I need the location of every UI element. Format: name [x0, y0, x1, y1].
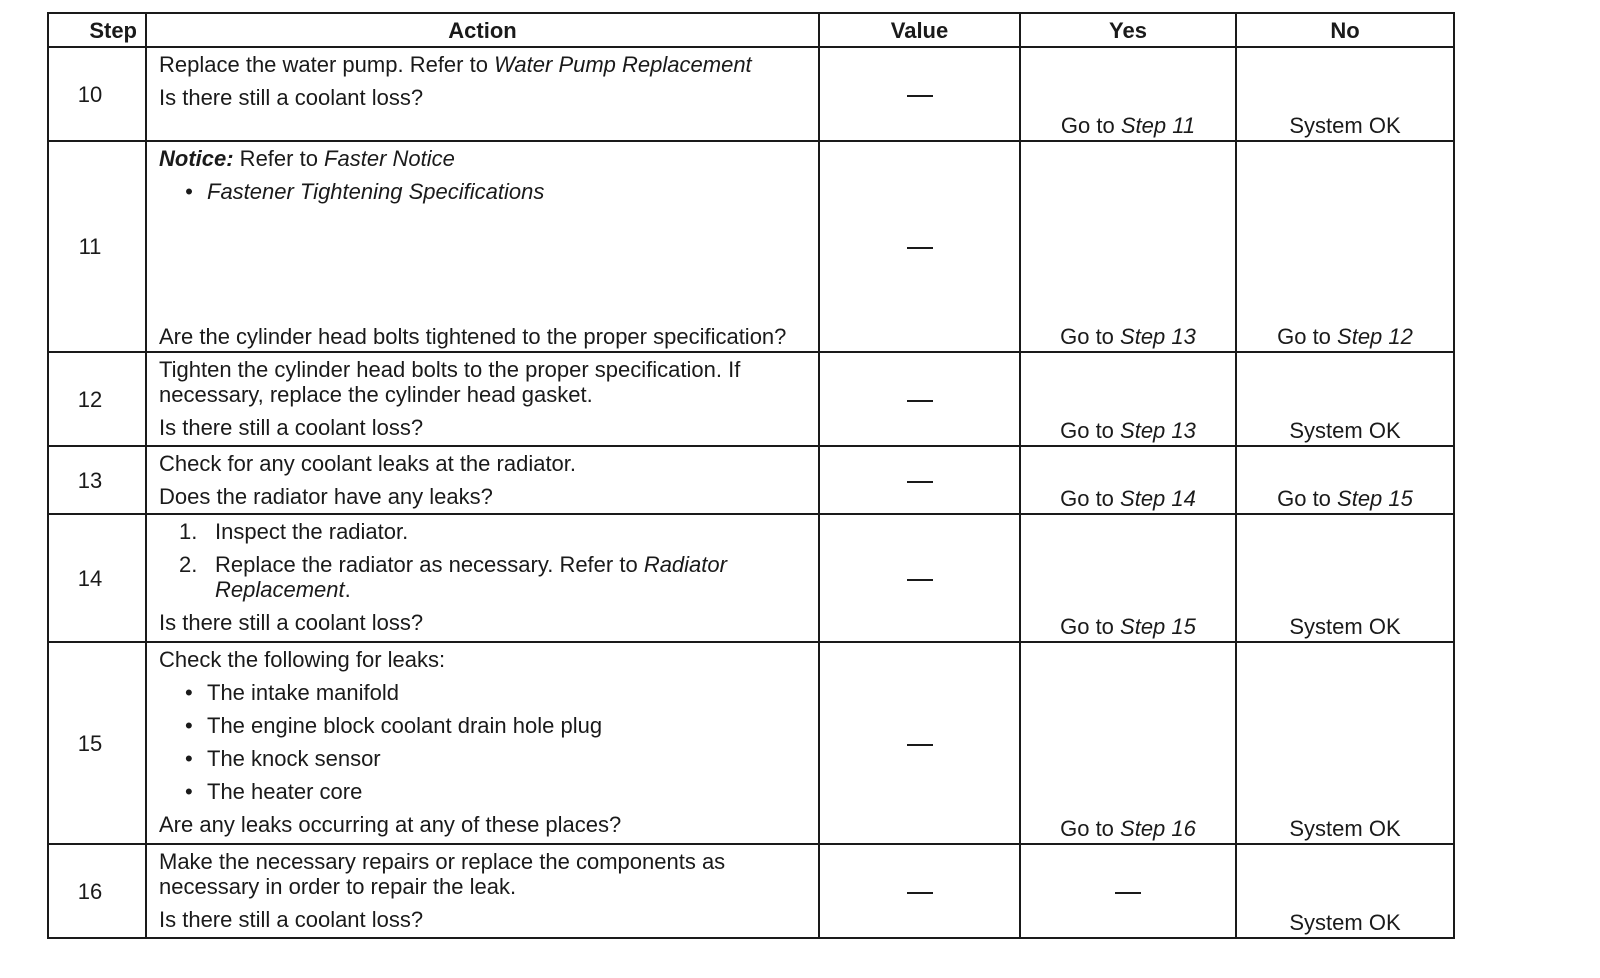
value-dash [907, 744, 933, 746]
value-dash [907, 247, 933, 249]
value-cell [819, 47, 1020, 141]
notice-text: Notice: Refer to Faster Notice [159, 146, 455, 171]
header-no: No [1236, 13, 1454, 47]
no-cell: System OK [1236, 352, 1454, 446]
no-cell: System OK [1236, 844, 1454, 938]
diagnostic-table [47, 12, 1455, 939]
action-question: Does the radiator have any leaks? [159, 484, 493, 509]
value-cell [819, 844, 1020, 938]
value-cell [819, 352, 1020, 446]
action-question: Is there still a coolant loss? [159, 85, 424, 110]
no-cell: Go to Step 15 [1236, 446, 1454, 514]
table-row [48, 446, 1454, 514]
value-dash [907, 481, 933, 483]
yes-cell: Go to Step 13 [1020, 141, 1236, 352]
action-text: Check the following for leaks: [159, 647, 446, 672]
header-action: Action [146, 13, 819, 47]
yes-cell: Go to Step 15 [1020, 514, 1236, 642]
step-number: 11 [48, 141, 146, 352]
numbered-item: 1. Inspect the radiator. [179, 519, 409, 544]
value-dash [907, 579, 933, 581]
action-text: Make the necessary repairs or replace the components as necessary in order to repair the leak. [159, 849, 726, 899]
action-text: Tighten the cylinder head bolts to the proper specification. If necessary, replace the cylinder head gasket. [159, 357, 741, 407]
yes-step-ref: Step 16 [1120, 816, 1196, 841]
table-row [48, 514, 1454, 642]
action-question: Is there still a coolant loss? [159, 415, 424, 440]
notice-reference: Faster Notice [324, 146, 455, 171]
bullet-item: • Fastener Tightening Specifications [159, 179, 808, 204]
yes-step-ref: Step 11 [1120, 113, 1196, 138]
no-step-ref: Step 12 [1337, 324, 1413, 349]
yes-step-ref: Step 13 [1120, 324, 1196, 349]
procedure-reference: Water Pump Replacement [494, 52, 752, 77]
no-cell: System OK [1236, 514, 1454, 642]
step-number: 10 [48, 47, 146, 141]
table-row [48, 844, 1454, 938]
bullet-item: • The heater core [159, 779, 808, 804]
value-dash [907, 95, 933, 97]
table-row [48, 141, 1454, 352]
action-question: Are the cylinder head bolts tightened to the proper specification? [159, 324, 787, 349]
notice-label: Notice: [159, 146, 234, 171]
action-cell [146, 514, 819, 642]
value-dash [907, 400, 933, 402]
step-number: 13 [48, 446, 146, 514]
value-cell [819, 514, 1020, 642]
table-row [48, 642, 1454, 844]
no-cell: System OK [1236, 642, 1454, 844]
yes-cell: Go to Step 16 [1020, 642, 1236, 844]
header-step: Step [48, 13, 146, 47]
yes-step-ref: Step 13 [1120, 418, 1196, 443]
action-cell [146, 47, 819, 141]
header-value: Value [819, 13, 1020, 47]
action-question: Are any leaks occurring at any of these places? [159, 812, 622, 837]
step-number: 15 [48, 642, 146, 844]
header-row [48, 13, 1454, 47]
table-row [48, 352, 1454, 446]
yes-dash [1115, 892, 1141, 894]
value-dash [907, 892, 933, 894]
value-cell [819, 446, 1020, 514]
header-yes: Yes [1020, 13, 1236, 47]
step-number: 12 [48, 352, 146, 446]
numbered-item: 2. Replace the radiator as necessary. Refer to Radiator Replacement. [179, 552, 727, 602]
yes-step-ref: Step 15 [1120, 614, 1196, 639]
action-text: Replace the water pump. Refer to Water Pump Replacement [159, 52, 752, 77]
action-question: Is there still a coolant loss? [159, 907, 424, 932]
action-text: Check for any coolant leaks at the radiator. [159, 451, 577, 476]
bullet-item: • The intake manifold [159, 680, 808, 705]
value-cell [819, 642, 1020, 844]
procedure-reference: Radiator Replacement [215, 552, 727, 602]
bullet-item: • The engine block coolant drain hole plug [159, 713, 808, 738]
value-cell [819, 141, 1020, 352]
bullet-item: • The knock sensor [159, 746, 808, 771]
yes-cell: Go to Step 13 [1020, 352, 1236, 446]
yes-cell [1020, 844, 1236, 938]
action-cell [146, 642, 819, 844]
no-cell: Go to Step 12 [1236, 141, 1454, 352]
action-cell [146, 141, 819, 352]
yes-cell: Go to Step 14 [1020, 446, 1236, 514]
table-row [48, 47, 1454, 141]
step-number: 16 [48, 844, 146, 938]
yes-cell: Go to Step 11 [1020, 47, 1236, 141]
action-cell [146, 446, 819, 514]
action-question: Is there still a coolant loss? [159, 610, 424, 635]
action-cell [146, 352, 819, 446]
no-cell: System OK [1236, 47, 1454, 141]
yes-step-ref: Step 14 [1120, 486, 1196, 511]
no-step-ref: Step 15 [1337, 486, 1413, 511]
action-cell [146, 844, 819, 938]
step-number: 14 [48, 514, 146, 642]
